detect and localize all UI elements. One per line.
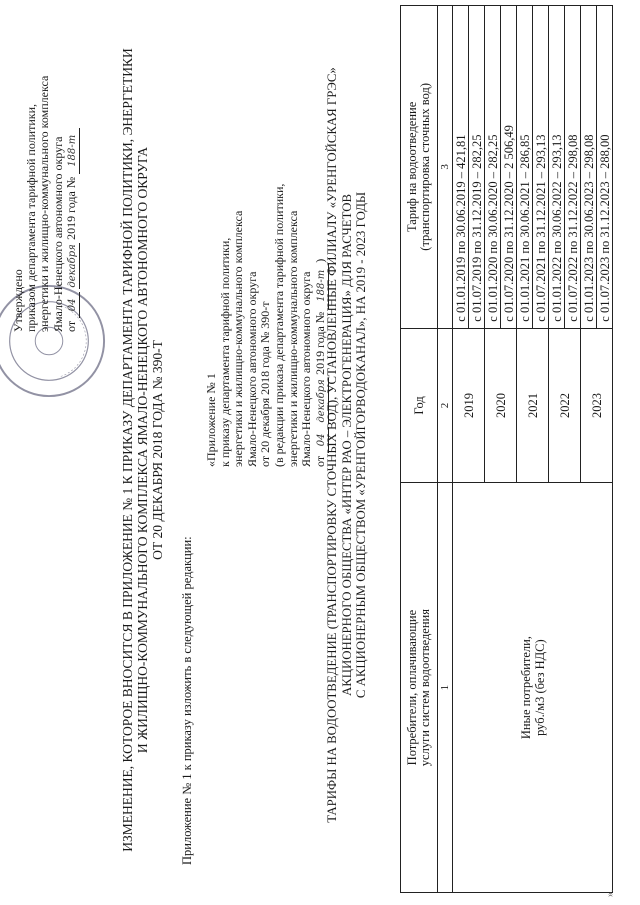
- annex-line: Ямало-Ненецкого автономного округа: [299, 271, 314, 467]
- tariff-period: с 01.01.2020 по 30.06.2020 – 282,25: [485, 6, 501, 329]
- annex-line: энергетики и жилищно-коммунального комплекса: [231, 210, 246, 467]
- annex-line: Ямало-Ненецкого автономного округа: [244, 271, 259, 467]
- tariff-table: [400, 5, 613, 893]
- lead-text: Приложение № 1 к приказу изложить в следующей редакции:: [180, 536, 194, 865]
- header-year: Год: [401, 328, 438, 482]
- annex-line: (в редакции приказа департамента тарифной политики,: [271, 183, 286, 467]
- closing-quote-mark: ».: [605, 889, 616, 897]
- approval-month: декабря: [66, 243, 80, 289]
- tariff-period: с 01.01.2021 по 30.06.2021 – 286,85: [517, 6, 533, 329]
- change-title: ИЗМЕНЕНИЕ, КОТОРОЕ ВНОСИТСЯ В ПРИЛОЖЕНИЕ № 1 К ПРИКАЗУ ДЕПАРТАМЕНТА ТАРИФНОЙ ПОЛИТИКИ, ЭНЕРГЕТИКИ И ЖИЛИЩНО-КОММУНАЛЬНОГО КОМПЛЕКСА ЯМАЛО-НЕНЕЦКОГО АВТОНОМНОГО ОКРУГА ОТ 20 ДЕКАБРЯ 2018 ГОДА № 390-Т: [120, 48, 165, 852]
- year-cell: 2020: [485, 328, 517, 482]
- header-consumers: Потребители, оплачивающие услуги систем водоотведения: [401, 483, 438, 893]
- table-row: [453, 6, 469, 893]
- year-cell: 2019: [453, 328, 485, 482]
- approval-line: Ямало-Ненецкого автономного округа: [50, 136, 65, 332]
- approval-number: 188-т: [66, 128, 80, 174]
- annex-line: от 20 декабря 2018 года № 390-т: [258, 301, 273, 467]
- annex-date: от 04 декабря 2019 года № 188-т): [314, 184, 330, 467]
- approval-line: энергетики и жилищно-коммунального комплекса: [37, 75, 52, 332]
- table-header-row: [401, 6, 438, 893]
- annex-month: декабря: [315, 378, 330, 424]
- column-number: 1: [438, 483, 453, 893]
- annex-line: энергетики и жилищно-коммунального комплекса: [285, 210, 300, 467]
- column-number: 2: [438, 328, 453, 482]
- year-cell: 2021: [517, 328, 549, 482]
- column-number-row: [438, 6, 453, 893]
- tariff-period: с 01.07.2023 по 31.12.2023 – 288,00: [597, 6, 613, 329]
- consumer-cell: Иные потребители, руб./м3 (без НДС): [453, 483, 613, 893]
- approval-date: от 04 декабря 2019 года № 188-т: [65, 76, 80, 332]
- tariff-period: с 01.07.2019 по 31.12.2019 – 282,25: [469, 6, 485, 329]
- annex-number: 188-т: [315, 263, 330, 309]
- tariff-period: с 01.01.2019 по 30.06.2019 – 421,81: [453, 6, 469, 329]
- annex-day: 04: [315, 427, 330, 453]
- tariff-period: с 01.01.2023 по 30.06.2023 – 298,08: [581, 6, 597, 329]
- header-tariff: Тариф на водоотведение (транспортировка сточных вод): [401, 6, 438, 329]
- annex-line: «Приложение № 1: [204, 373, 218, 467]
- tariff-period: с 01.07.2020 по 31.12.2020 – 2 506,49: [501, 6, 517, 329]
- approval-line: приказом департамента тарифной политики,: [24, 104, 39, 332]
- approval-line: Утверждено: [11, 269, 25, 332]
- tariff-period: с 01.01.2022 по 30.06.2022 – 293,13: [549, 6, 565, 329]
- tariff-period: с 01.07.2021 по 31.12.2021 – 293,13: [533, 6, 549, 329]
- year-cell: 2022: [549, 328, 581, 482]
- year-cell: 2023: [581, 328, 613, 482]
- tariff-period: с 01.07.2022 по 31.12.2022 – 298,08: [565, 6, 581, 329]
- column-number: 3: [438, 6, 453, 329]
- tariff-title: ТАРИФЫ НА ВОДООТВЕДЕНИЕ (ТРАНСПОРТИРОВКУ СТОЧНЫХ ВОД), УСТАНОВЛЕННЫЕ ФИЛИАЛУ «УРЕНГОЙСКАЯ ГРЭС» АКЦИОНЕРНОГО ОБЩЕСТВА «ИНТЕР РАО – ЭЛЕКТРОГЕНЕРАЦИЯ» ДЛЯ РАСЧЕТОВ С АКЦИОНЕРНЫМ ОБЩЕСТВОМ «УРЕНГОЙГОРВОДОКАНАЛ», НА 2019 - 2023 ГОДЫ: [325, 67, 368, 823]
- annex-block: [205, 184, 329, 467]
- annex-line: к приказу департамента тарифной политики,: [217, 237, 232, 467]
- approval-day: 04: [66, 292, 80, 318]
- approval-block: [12, 76, 80, 332]
